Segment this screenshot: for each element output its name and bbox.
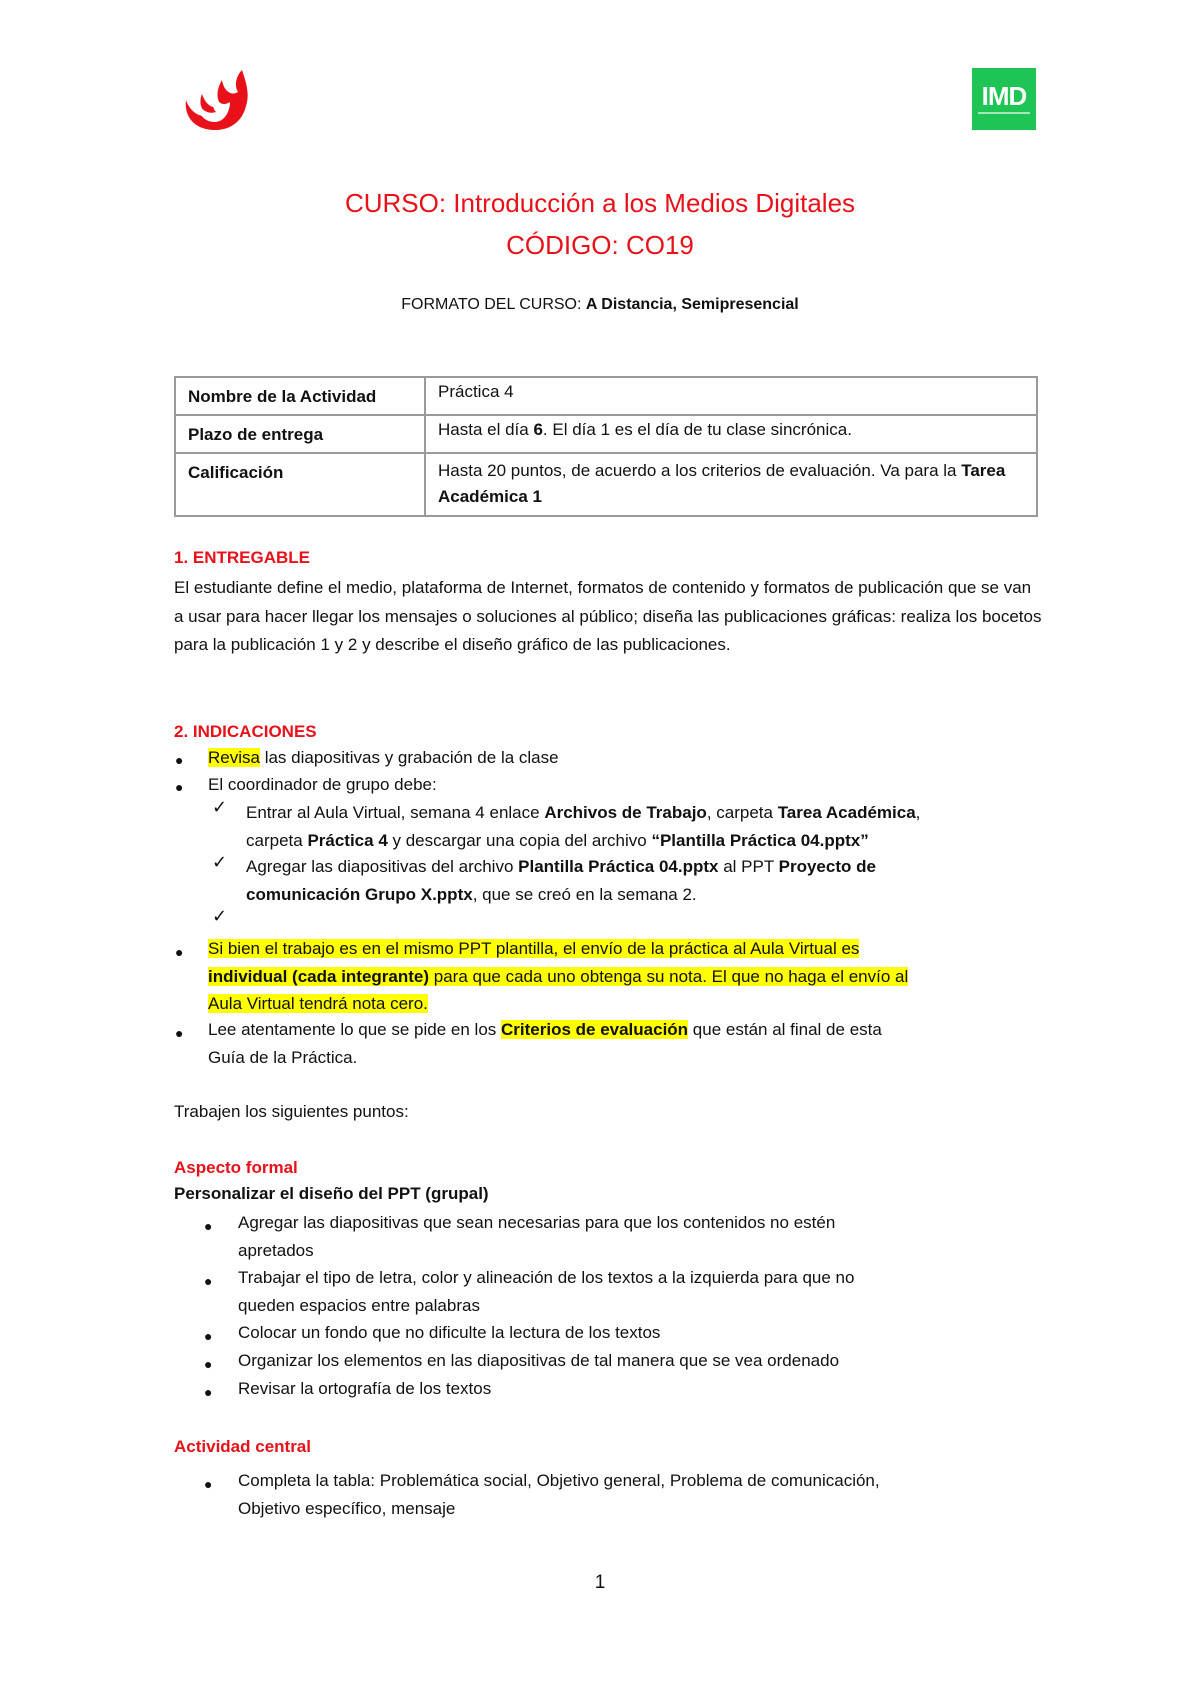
format-label: FORMATO DEL CURSO: <box>401 296 582 313</box>
indicaciones-heading: 2. INDICACIONES <box>174 722 317 741</box>
bullet-icon: ● <box>175 779 184 795</box>
list-item: Revisar la ortografía de los textos <box>238 1379 492 1398</box>
upc-logo-icon <box>180 66 250 132</box>
course-code: CÓDIGO: CO19 <box>506 230 694 260</box>
table-row <box>175 377 1037 415</box>
bullet-icon: ● <box>204 1356 213 1372</box>
list-item: El coordinador de grupo debe: <box>208 775 437 794</box>
list-item: Lee atentamente lo que se pide en los Criterios de evaluación que están al final de esta Guía de la Práctica. <box>208 1020 882 1067</box>
table-value: Práctica 4 <box>425 377 1037 415</box>
table-key: Plazo de entrega <box>175 415 425 453</box>
bullet-icon: ● <box>204 1273 213 1289</box>
trabajen-text: Trabajen los siguientes puntos: <box>174 1102 409 1121</box>
activity-info-table <box>174 376 1038 517</box>
course-title: CURSO: Introducción a los Medios Digitales <box>344 188 856 218</box>
actividad-heading: Actividad central <box>174 1437 311 1456</box>
list-item: Colocar un fondo que no dificulte la lectura de los textos <box>238 1323 661 1342</box>
bullet-icon: ● <box>175 1025 184 1041</box>
bullet-icon: ● <box>204 1384 213 1400</box>
table-value: Hasta 20 puntos, de acuerdo a los criterios de evaluación. Va para la Tarea Académica 1 <box>425 453 1037 516</box>
table-value: Hasta el día 6. El día 1 es el día de tu clase sincrónica. <box>425 415 1037 453</box>
imd-logo-text: IMD <box>981 81 1027 111</box>
list-item: Revisa las diapositivas y grabación de la clase <box>208 748 559 767</box>
table-key: Nombre de la Actividad <box>175 377 425 415</box>
checkmark-icon: ✓ <box>212 852 228 872</box>
table-row <box>175 453 1037 516</box>
bullet-icon: ● <box>175 752 184 768</box>
list-item: Organizar los elementos en las diapositivas de tal manera que se vea ordenado <box>238 1351 840 1370</box>
bullet-icon: ● <box>204 1218 213 1234</box>
aspecto-heading: Aspecto formal <box>174 1158 298 1177</box>
entregable-text: El estudiante define el medio, plataforma de Internet, formatos de contenido y formatos de publicación que se van a usar para hacer llegar los mensajes o soluciones al público; diseña las publicaciones gráficas: realiza los bocetos para la publicación 1 y 2 y describe el diseño gráfico de las publicaciones. <box>174 578 1042 654</box>
list-item-highlighted: Si bien el trabajo es en el mismo PPT plantilla, el envío de la práctica al Aula Virtual es individual (cada integrante) para que cada uno obtenga su nota. El que no haga el envío al Aula Virtual tendrá nota cero. <box>208 939 909 1013</box>
check-item: Entrar al Aula Virtual, semana 4 enlace Archivos de Trabajo, carpeta Tarea Académica, carpeta Práctica 4 y descargar una copia del archivo “Plantilla Práctica 04.pptx” <box>246 803 921 850</box>
imd-logo <box>972 68 1036 130</box>
checkmark-icon: ✓ <box>212 906 228 926</box>
aspecto-subheading: Personalizar el diseño del PPT (grupal) <box>174 1184 489 1203</box>
list-item: Trabajar el tipo de letra, color y alineación de los textos a la izquierda para que no queden espacios entre palabras <box>238 1268 855 1315</box>
list-item: Completa la tabla: Problemática social, Objetivo general, Problema de comunicación, Objetivo específico, mensaje <box>238 1471 880 1518</box>
format-value: A Distancia, Semipresencial <box>585 296 799 313</box>
entregable-heading: 1. ENTREGABLE <box>174 548 311 567</box>
bullet-icon: ● <box>204 1328 213 1344</box>
checkmark-icon: ✓ <box>212 797 228 817</box>
course-format <box>0 296 1200 314</box>
table-key: Calificación <box>175 453 425 516</box>
list-item: Agregar las diapositivas que sean necesarias para que los contenidos no estén apretados <box>238 1213 836 1260</box>
bullet-icon: ● <box>175 944 184 960</box>
page-number: 1 <box>594 1572 606 1593</box>
table-row <box>175 415 1037 453</box>
bullet-icon: ● <box>204 1476 213 1492</box>
check-item: Agregar las diapositivas del archivo Plantilla Práctica 04.pptx al PPT Proyecto de comunicación Grupo X.pptx, que se creó en la semana 2. <box>246 857 876 904</box>
